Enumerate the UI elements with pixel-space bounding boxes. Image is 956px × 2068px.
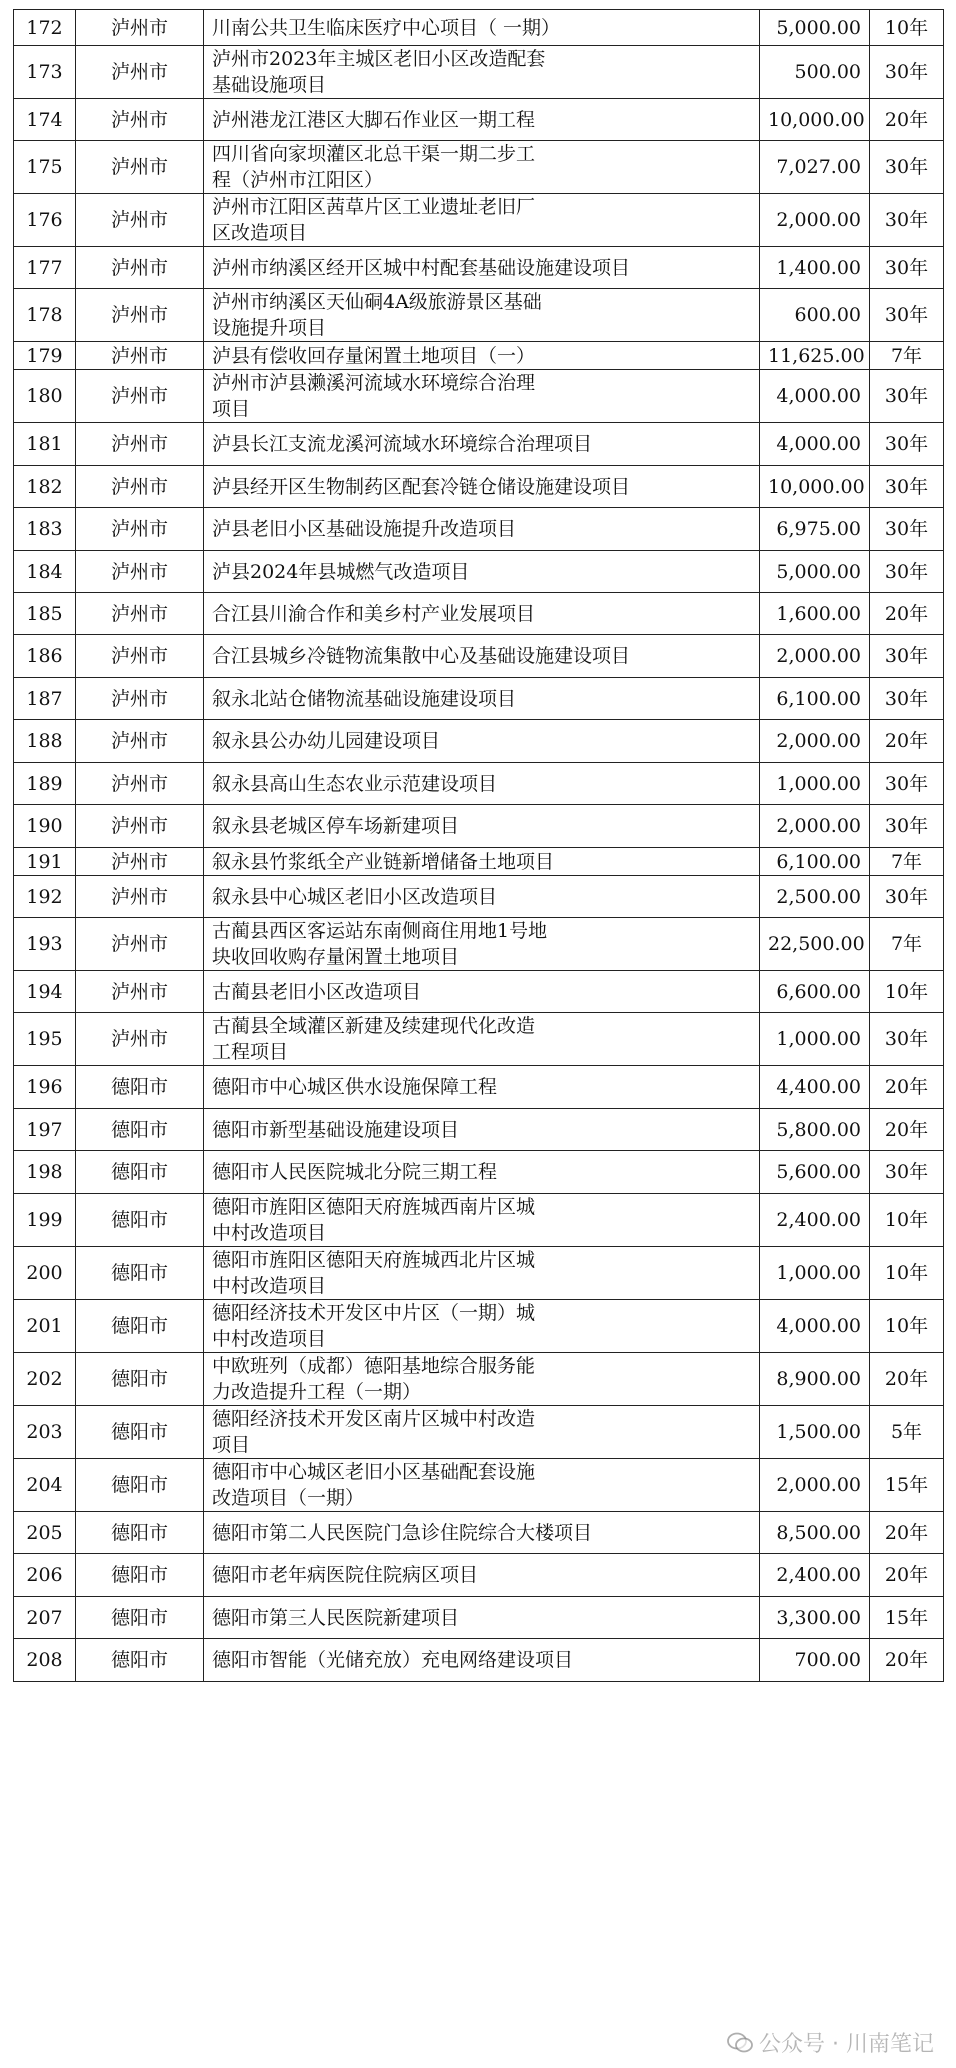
table-row [14, 1066, 944, 1109]
row-term: 20年 [870, 1554, 944, 1597]
row-amount: 2,000.00 [760, 635, 870, 678]
row-term: 20年 [870, 1353, 944, 1406]
row-number: 193 [14, 918, 76, 971]
row-project-name [204, 876, 760, 918]
row-term: 10年 [870, 1194, 944, 1247]
project-name-line: 叙永县中心城区老旧小区改造项目 [212, 885, 498, 908]
row-number: 206 [14, 1554, 76, 1597]
row-term: 30年 [870, 289, 944, 342]
row-term: 10年 [870, 1300, 944, 1353]
row-term: 10年 [870, 10, 944, 46]
row-term: 20年 [870, 720, 944, 763]
row-number: 179 [14, 342, 76, 370]
row-term: 30年 [870, 1013, 944, 1066]
row-number: 176 [14, 194, 76, 247]
row-number: 180 [14, 370, 76, 423]
project-name-line: 德阳市第三人民医院新建项目 [212, 1606, 460, 1629]
table-row [14, 194, 944, 247]
project-name-line: 叙永县竹浆纸全产业链新增储备土地项目 [212, 850, 555, 873]
row-term: 7年 [870, 342, 944, 370]
row-city: 泸州市 [76, 99, 204, 141]
row-city: 德阳市 [76, 1639, 204, 1682]
project-table-body [14, 10, 944, 1682]
row-number: 205 [14, 1512, 76, 1554]
row-amount: 2,000.00 [760, 194, 870, 247]
row-term: 20年 [870, 99, 944, 141]
row-number: 174 [14, 99, 76, 141]
row-project-name [204, 342, 760, 370]
wechat-icon [727, 2032, 753, 2054]
project-name-line: 泸州市纳溪区经开区城中村配套基础设施建设项目 [212, 256, 631, 279]
row-project-name [204, 971, 760, 1013]
row-project-name [204, 918, 760, 971]
table-row [14, 1639, 944, 1682]
row-project-name [204, 678, 760, 720]
row-project-name [204, 551, 760, 593]
table-row [14, 763, 944, 805]
row-city: 德阳市 [76, 1406, 204, 1459]
row-term: 20年 [870, 1066, 944, 1109]
row-number: 190 [14, 805, 76, 848]
row-city: 德阳市 [76, 1353, 204, 1406]
row-term: 10年 [870, 1247, 944, 1300]
row-term: 10年 [870, 971, 944, 1013]
row-project-name [204, 247, 760, 289]
row-number: 201 [14, 1300, 76, 1353]
project-name-line: 合江县川渝合作和美乡村产业发展项目 [212, 602, 536, 625]
row-term: 15年 [870, 1459, 944, 1512]
row-project-name [204, 1353, 760, 1406]
row-amount: 6,100.00 [760, 848, 870, 876]
row-amount: 5,800.00 [760, 1109, 870, 1151]
table-row [14, 1459, 944, 1512]
row-term: 5年 [870, 1406, 944, 1459]
project-name-line: 中村改造项目 [212, 1328, 327, 1350]
row-term: 30年 [870, 194, 944, 247]
row-project-name [204, 99, 760, 141]
row-city: 泸州市 [76, 342, 204, 370]
row-city: 泸州市 [76, 678, 204, 720]
table-row [14, 46, 944, 99]
row-amount: 6,100.00 [760, 678, 870, 720]
row-amount: 4,400.00 [760, 1066, 870, 1109]
row-project-name [204, 1066, 760, 1109]
row-amount: 22,500.00 [760, 918, 870, 971]
row-project-name [204, 1247, 760, 1300]
project-name-line: 德阳市老年病医院住院病区项目 [212, 1564, 479, 1586]
row-city: 泸州市 [76, 848, 204, 876]
project-name-line: 项目 [212, 398, 251, 420]
row-project-name [204, 1013, 760, 1066]
row-project-name [204, 1151, 760, 1194]
row-city: 德阳市 [76, 1459, 204, 1512]
row-city: 泸州市 [76, 1013, 204, 1066]
project-name-line: 中村改造项目 [212, 1222, 327, 1244]
row-term: 30年 [870, 805, 944, 848]
row-city: 德阳市 [76, 1512, 204, 1554]
table-row [14, 1597, 944, 1639]
row-amount: 11,625.00 [760, 342, 870, 370]
project-name-line: 泸县老旧小区基础设施提升改造项目 [212, 518, 517, 540]
row-number: 172 [14, 10, 76, 46]
table-row [14, 1300, 944, 1353]
row-amount: 2,000.00 [760, 805, 870, 848]
watermark-text: 公众号 · 川南笔记 [759, 2032, 934, 2057]
row-term: 30年 [870, 247, 944, 289]
row-number: 208 [14, 1639, 76, 1682]
project-name-line: 德阳市旌阳区德阳天府旌城西北片区城 [212, 1249, 536, 1271]
row-amount: 7,027.00 [760, 141, 870, 194]
row-city: 泸州市 [76, 141, 204, 194]
row-number: 198 [14, 1151, 76, 1194]
project-name-line: 古蔺县全域灌区新建及续建现代化改造 [212, 1015, 536, 1037]
row-number: 182 [14, 466, 76, 508]
watermark [727, 2027, 934, 2058]
project-name-line: 德阳市中心城区供水设施保障工程 [212, 1076, 498, 1098]
row-term: 30年 [870, 423, 944, 466]
row-city: 德阳市 [76, 1151, 204, 1194]
table-row [14, 342, 944, 370]
row-project-name [204, 1639, 760, 1682]
table-row [14, 423, 944, 466]
table-row [14, 805, 944, 848]
project-name-line: 川南公共卫生临床医疗中心项目（ 一期） [212, 16, 561, 39]
row-city: 泸州市 [76, 805, 204, 848]
row-city: 泸州市 [76, 635, 204, 678]
row-term: 30年 [870, 763, 944, 805]
row-project-name [204, 370, 760, 423]
project-name-line: 设施提升项目 [212, 317, 327, 339]
row-term: 30年 [870, 46, 944, 99]
table-row [14, 10, 944, 46]
project-name-line: 德阳市智能（光储充放）充电网络建设项目 [212, 1649, 574, 1671]
row-city: 泸州市 [76, 508, 204, 551]
project-name-line: 泸州市纳溪区天仙硐4A级旅游景区基础 [212, 291, 542, 313]
row-number: 184 [14, 551, 76, 593]
row-city: 泸州市 [76, 971, 204, 1013]
table-row [14, 1247, 944, 1300]
row-project-name [204, 289, 760, 342]
row-amount: 4,000.00 [760, 1300, 870, 1353]
row-city: 德阳市 [76, 1554, 204, 1597]
row-term: 20年 [870, 1639, 944, 1682]
table-row [14, 289, 944, 342]
row-city: 泸州市 [76, 247, 204, 289]
row-amount: 10,000.00 [760, 466, 870, 508]
row-project-name [204, 10, 760, 46]
table-row [14, 848, 944, 876]
table-row [14, 508, 944, 551]
row-city: 德阳市 [76, 1597, 204, 1639]
row-term: 15年 [870, 1597, 944, 1639]
row-number: 200 [14, 1247, 76, 1300]
row-project-name [204, 466, 760, 508]
row-city: 德阳市 [76, 1109, 204, 1151]
row-term: 30年 [870, 508, 944, 551]
table-row [14, 635, 944, 678]
row-city: 泸州市 [76, 876, 204, 918]
project-name-line: 泸州港龙江港区大脚石作业区一期工程 [212, 108, 536, 131]
row-number: 173 [14, 46, 76, 99]
project-name-line: 泸州市泸县濑溪河流域水环境综合治理 [212, 372, 536, 394]
project-name-line: 德阳市中心城区老旧小区基础配套设施 [212, 1461, 536, 1483]
table-row [14, 593, 944, 635]
row-amount: 1,000.00 [760, 1013, 870, 1066]
row-number: 175 [14, 141, 76, 194]
row-number: 183 [14, 508, 76, 551]
table-row [14, 1109, 944, 1151]
project-name-line: 叙永县老城区停车场新建项目 [212, 815, 460, 837]
row-term: 30年 [870, 370, 944, 423]
row-term: 30年 [870, 1151, 944, 1194]
row-amount: 4,000.00 [760, 370, 870, 423]
row-project-name [204, 1109, 760, 1151]
row-term: 20年 [870, 593, 944, 635]
project-name-line: 力改造提升工程（一期） [212, 1381, 422, 1403]
row-number: 192 [14, 876, 76, 918]
table-row [14, 876, 944, 918]
row-term: 30年 [870, 635, 944, 678]
table-row [14, 1194, 944, 1247]
row-amount: 2,000.00 [760, 1459, 870, 1512]
row-number: 196 [14, 1066, 76, 1109]
table-row [14, 466, 944, 508]
project-name-line: 德阳市人民医院城北分院三期工程 [212, 1161, 498, 1183]
row-project-name [204, 1300, 760, 1353]
project-name-line: 块收回收购存量闲置土地项目 [212, 946, 460, 968]
row-amount: 2,000.00 [760, 720, 870, 763]
row-project-name [204, 46, 760, 99]
row-amount: 2,400.00 [760, 1194, 870, 1247]
row-amount: 1,000.00 [760, 1247, 870, 1300]
project-name-line: 工程项目 [212, 1041, 289, 1063]
row-project-name [204, 720, 760, 763]
project-name-line: 四川省向家坝灌区北总干渠一期二步工 [212, 143, 536, 165]
project-name-line: 泸县有偿收回存量闲置土地项目（一） [212, 344, 536, 367]
row-amount: 6,975.00 [760, 508, 870, 551]
table-row [14, 1512, 944, 1554]
row-amount: 700.00 [760, 1639, 870, 1682]
table-row [14, 918, 944, 971]
row-city: 泸州市 [76, 370, 204, 423]
row-number: 197 [14, 1109, 76, 1151]
row-amount: 2,500.00 [760, 876, 870, 918]
project-name-line: 合江县城乡冷链物流集散中心及基础设施建设项目 [212, 645, 631, 667]
project-name-line: 改造项目（一期） [212, 1487, 365, 1509]
row-number: 185 [14, 593, 76, 635]
table-row [14, 247, 944, 289]
row-project-name [204, 1194, 760, 1247]
row-city: 德阳市 [76, 1066, 204, 1109]
row-project-name [204, 1554, 760, 1597]
row-amount: 1,500.00 [760, 1406, 870, 1459]
row-number: 202 [14, 1353, 76, 1406]
row-project-name [204, 805, 760, 848]
row-amount: 5,600.00 [760, 1151, 870, 1194]
row-number: 195 [14, 1013, 76, 1066]
row-city: 泸州市 [76, 593, 204, 635]
row-city: 泸州市 [76, 918, 204, 971]
row-term: 7年 [870, 918, 944, 971]
row-city: 泸州市 [76, 289, 204, 342]
row-number: 189 [14, 763, 76, 805]
row-term: 7年 [870, 848, 944, 876]
project-name-line: 德阳经济技术开发区中片区（一期）城 [212, 1302, 536, 1324]
row-number: 186 [14, 635, 76, 678]
table-row [14, 1406, 944, 1459]
row-city: 德阳市 [76, 1194, 204, 1247]
row-project-name [204, 141, 760, 194]
row-number: 194 [14, 971, 76, 1013]
project-name-line: 德阳经济技术开发区南片区城中村改造 [212, 1408, 536, 1430]
row-number: 181 [14, 423, 76, 466]
row-number: 207 [14, 1597, 76, 1639]
row-project-name [204, 763, 760, 805]
row-term: 30年 [870, 551, 944, 593]
row-amount: 1,000.00 [760, 763, 870, 805]
row-amount: 8,500.00 [760, 1512, 870, 1554]
project-name-line: 泸县经开区生物制药区配套冷链仓储设施建设项目 [212, 475, 631, 498]
row-amount: 5,000.00 [760, 10, 870, 46]
row-term: 20年 [870, 1512, 944, 1554]
project-name-line: 程（泸州市江阳区） [212, 169, 384, 191]
row-city: 德阳市 [76, 1300, 204, 1353]
row-city: 德阳市 [76, 1247, 204, 1300]
row-amount: 3,300.00 [760, 1597, 870, 1639]
row-amount: 4,000.00 [760, 423, 870, 466]
project-name-line: 泸州市2023年主城区老旧小区改造配套 [212, 48, 546, 70]
row-amount: 1,600.00 [760, 593, 870, 635]
row-term: 30年 [870, 141, 944, 194]
row-amount: 600.00 [760, 289, 870, 342]
row-project-name [204, 1597, 760, 1639]
project-name-line: 泸县2024年县城燃气改造项目 [212, 560, 470, 583]
project-name-line: 叙永县高山生态农业示范建设项目 [212, 772, 498, 795]
row-project-name [204, 1406, 760, 1459]
row-city: 泸州市 [76, 423, 204, 466]
row-number: 204 [14, 1459, 76, 1512]
row-project-name [204, 848, 760, 876]
project-name-line: 德阳市第二人民医院门急诊住院综合大楼项目 [212, 1521, 593, 1544]
row-project-name [204, 423, 760, 466]
project-name-line: 中村改造项目 [212, 1275, 327, 1297]
table-row [14, 1151, 944, 1194]
table-row [14, 141, 944, 194]
project-name-line: 古蔺县老旧小区改造项目 [212, 980, 422, 1003]
row-term: 20年 [870, 1109, 944, 1151]
table-row [14, 1353, 944, 1406]
project-name-line: 泸州市江阳区茜草片区工业遗址老旧厂 [212, 196, 536, 218]
row-city: 泸州市 [76, 10, 204, 46]
project-name-line: 项目 [212, 1434, 251, 1456]
row-amount: 2,400.00 [760, 1554, 870, 1597]
table-row [14, 1554, 944, 1597]
row-city: 泸州市 [76, 46, 204, 99]
row-number: 177 [14, 247, 76, 289]
row-project-name [204, 194, 760, 247]
table-row [14, 551, 944, 593]
row-number: 187 [14, 678, 76, 720]
table-row [14, 720, 944, 763]
row-number: 178 [14, 289, 76, 342]
project-name-line: 叙永北站仓储物流基础设施建设项目 [212, 687, 517, 710]
project-name-line: 基础设施项目 [212, 74, 327, 96]
row-amount: 500.00 [760, 46, 870, 99]
row-project-name [204, 635, 760, 678]
row-project-name [204, 1459, 760, 1512]
table-row [14, 370, 944, 423]
table-row [14, 678, 944, 720]
row-city: 泸州市 [76, 466, 204, 508]
row-amount: 6,600.00 [760, 971, 870, 1013]
project-name-line: 区改造项目 [212, 222, 308, 244]
project-name-line: 古蔺县西区客运站东南侧商住用地1号地 [212, 920, 548, 942]
row-amount: 10,000.00 [760, 99, 870, 141]
row-project-name [204, 508, 760, 551]
row-city: 泸州市 [76, 194, 204, 247]
row-number: 199 [14, 1194, 76, 1247]
table-row [14, 971, 944, 1013]
project-name-line: 德阳市旌阳区德阳天府旌城西南片区城 [212, 1196, 536, 1218]
row-amount: 5,000.00 [760, 551, 870, 593]
project-name-line: 泸县长江支流龙溪河流域水环境综合治理项目 [212, 433, 593, 455]
row-number: 203 [14, 1406, 76, 1459]
row-city: 泸州市 [76, 720, 204, 763]
table-row [14, 1013, 944, 1066]
row-city: 泸州市 [76, 763, 204, 805]
row-term: 30年 [870, 678, 944, 720]
project-name-line: 德阳市新型基础设施建设项目 [212, 1118, 460, 1141]
project-name-line: 叙永县公办幼儿园建设项目 [212, 730, 441, 752]
table-row [14, 99, 944, 141]
row-amount: 1,400.00 [760, 247, 870, 289]
row-amount: 8,900.00 [760, 1353, 870, 1406]
row-term: 30年 [870, 466, 944, 508]
row-term: 30年 [870, 876, 944, 918]
row-number: 191 [14, 848, 76, 876]
row-city: 泸州市 [76, 551, 204, 593]
row-project-name [204, 1512, 760, 1554]
project-name-line: 中欧班列（成都）德阳基地综合服务能 [212, 1355, 536, 1377]
row-number: 188 [14, 720, 76, 763]
row-project-name [204, 593, 760, 635]
project-table [13, 9, 944, 1682]
